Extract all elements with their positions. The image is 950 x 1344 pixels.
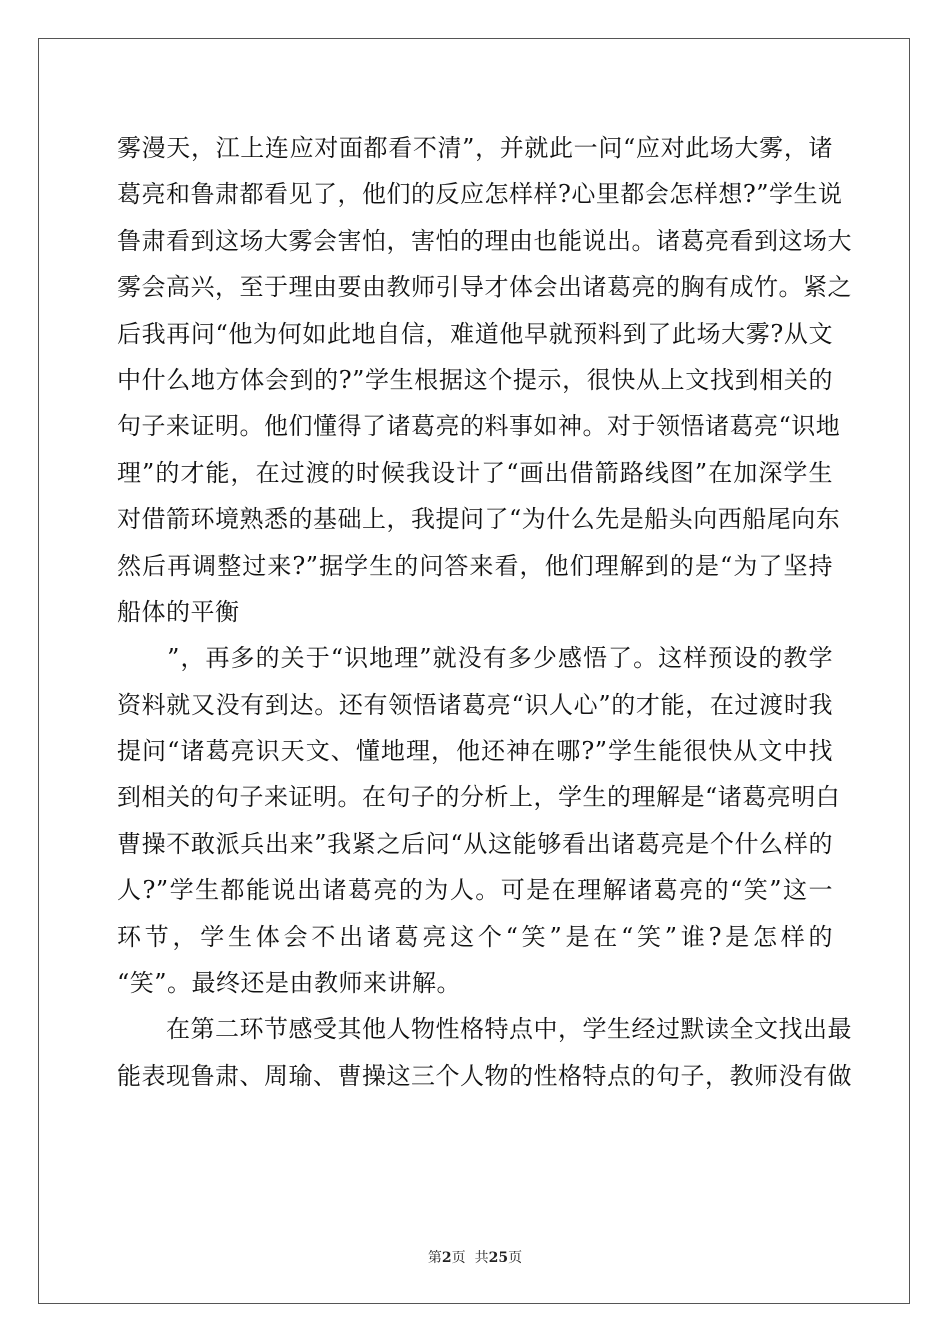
footer-page-number: 2 bbox=[441, 1250, 452, 1266]
text-line: 环节，学生体会不出诸葛亮这个“笑”是在“笑”谁?是怎样的 bbox=[117, 922, 833, 951]
text-line: 曹操不敢派兵出来”我紧之后问“从这能够看出诸葛亮是个什么样的 bbox=[117, 829, 833, 858]
text-line: 在第二环节感受其他人物性格特点中，学生经过默读全文找出最 bbox=[117, 1015, 852, 1044]
text-line: 雾漫天，江上连应对面都看不清”，并就此一问“应对此场大雾，诸 bbox=[117, 134, 833, 162]
text-line: “笑”。最终还是由教师来讲解。 bbox=[117, 969, 462, 998]
text-line: 船体的平衡 bbox=[117, 597, 240, 626]
text-line: ”，再多的关于“识地理”就没有多少感悟了。这样预设的教学 bbox=[117, 644, 833, 673]
text-line: 人?”学生都能说出诸葛亮的为人。可是在理解诸葛亮的“笑”这一 bbox=[117, 876, 833, 905]
text-line: 葛亮和鲁肃都看见了，他们的反应怎样样?心里都会怎样想?”学生说 bbox=[117, 180, 843, 209]
text-line: 雾会高兴，至于理由要由教师引导才体会出诸葛亮的胸有成竹。紧之 bbox=[117, 273, 852, 302]
text-line: 后我再问“他为何如此地自信，难道他早就预料到了此场大雾?从文 bbox=[117, 319, 833, 348]
text-line: 理”的才能，在过渡的时候我设计了“画出借箭路线图”在加深学生 bbox=[117, 458, 833, 487]
page-footer bbox=[0, 1247, 950, 1267]
document-body bbox=[117, 125, 852, 1099]
text-line: 到相关的句子来证明。在句子的分析上，学生的理解是“诸葛亮明白 bbox=[117, 783, 841, 812]
text-line: 中什么地方体会到的?”学生根据这个提示，很快从上文找到相关的 bbox=[117, 365, 833, 394]
footer-total-prefix: 共 bbox=[474, 1250, 489, 1266]
text-line: 资料就又没有到达。还有领悟诸葛亮“识人心”的才能，在过渡时我 bbox=[117, 690, 833, 719]
footer-total-suffix: 页 bbox=[508, 1250, 523, 1266]
footer-page-suffix: 页 bbox=[451, 1250, 466, 1266]
text-line: 对借箭环境熟悉的基础上，我提问了“为什么先是船头向西船尾向东 bbox=[117, 505, 841, 534]
text-line: 提问“诸葛亮识天文、懂地理，他还神在哪?”学生能很快从文中找 bbox=[117, 737, 833, 766]
text-line: 鲁肃看到这场大雾会害怕，害怕的理由也能说出。诸葛亮看到这场大 bbox=[117, 226, 852, 255]
footer-prefix: 第 bbox=[427, 1250, 442, 1266]
text-line: 然后再调整过来?”据学生的问答来看，他们理解到的是“为了坚持 bbox=[117, 551, 833, 580]
footer-total-pages: 25 bbox=[488, 1250, 509, 1266]
text-line: 句子来证明。他们懂得了诸葛亮的料事如神。对于领悟诸葛亮“识地 bbox=[117, 412, 841, 441]
text-line: 能表现鲁肃、周瑜、曹操这三个人物的性格特点的句子，教师没有做 bbox=[117, 1061, 852, 1090]
footer-gap bbox=[466, 1250, 475, 1266]
